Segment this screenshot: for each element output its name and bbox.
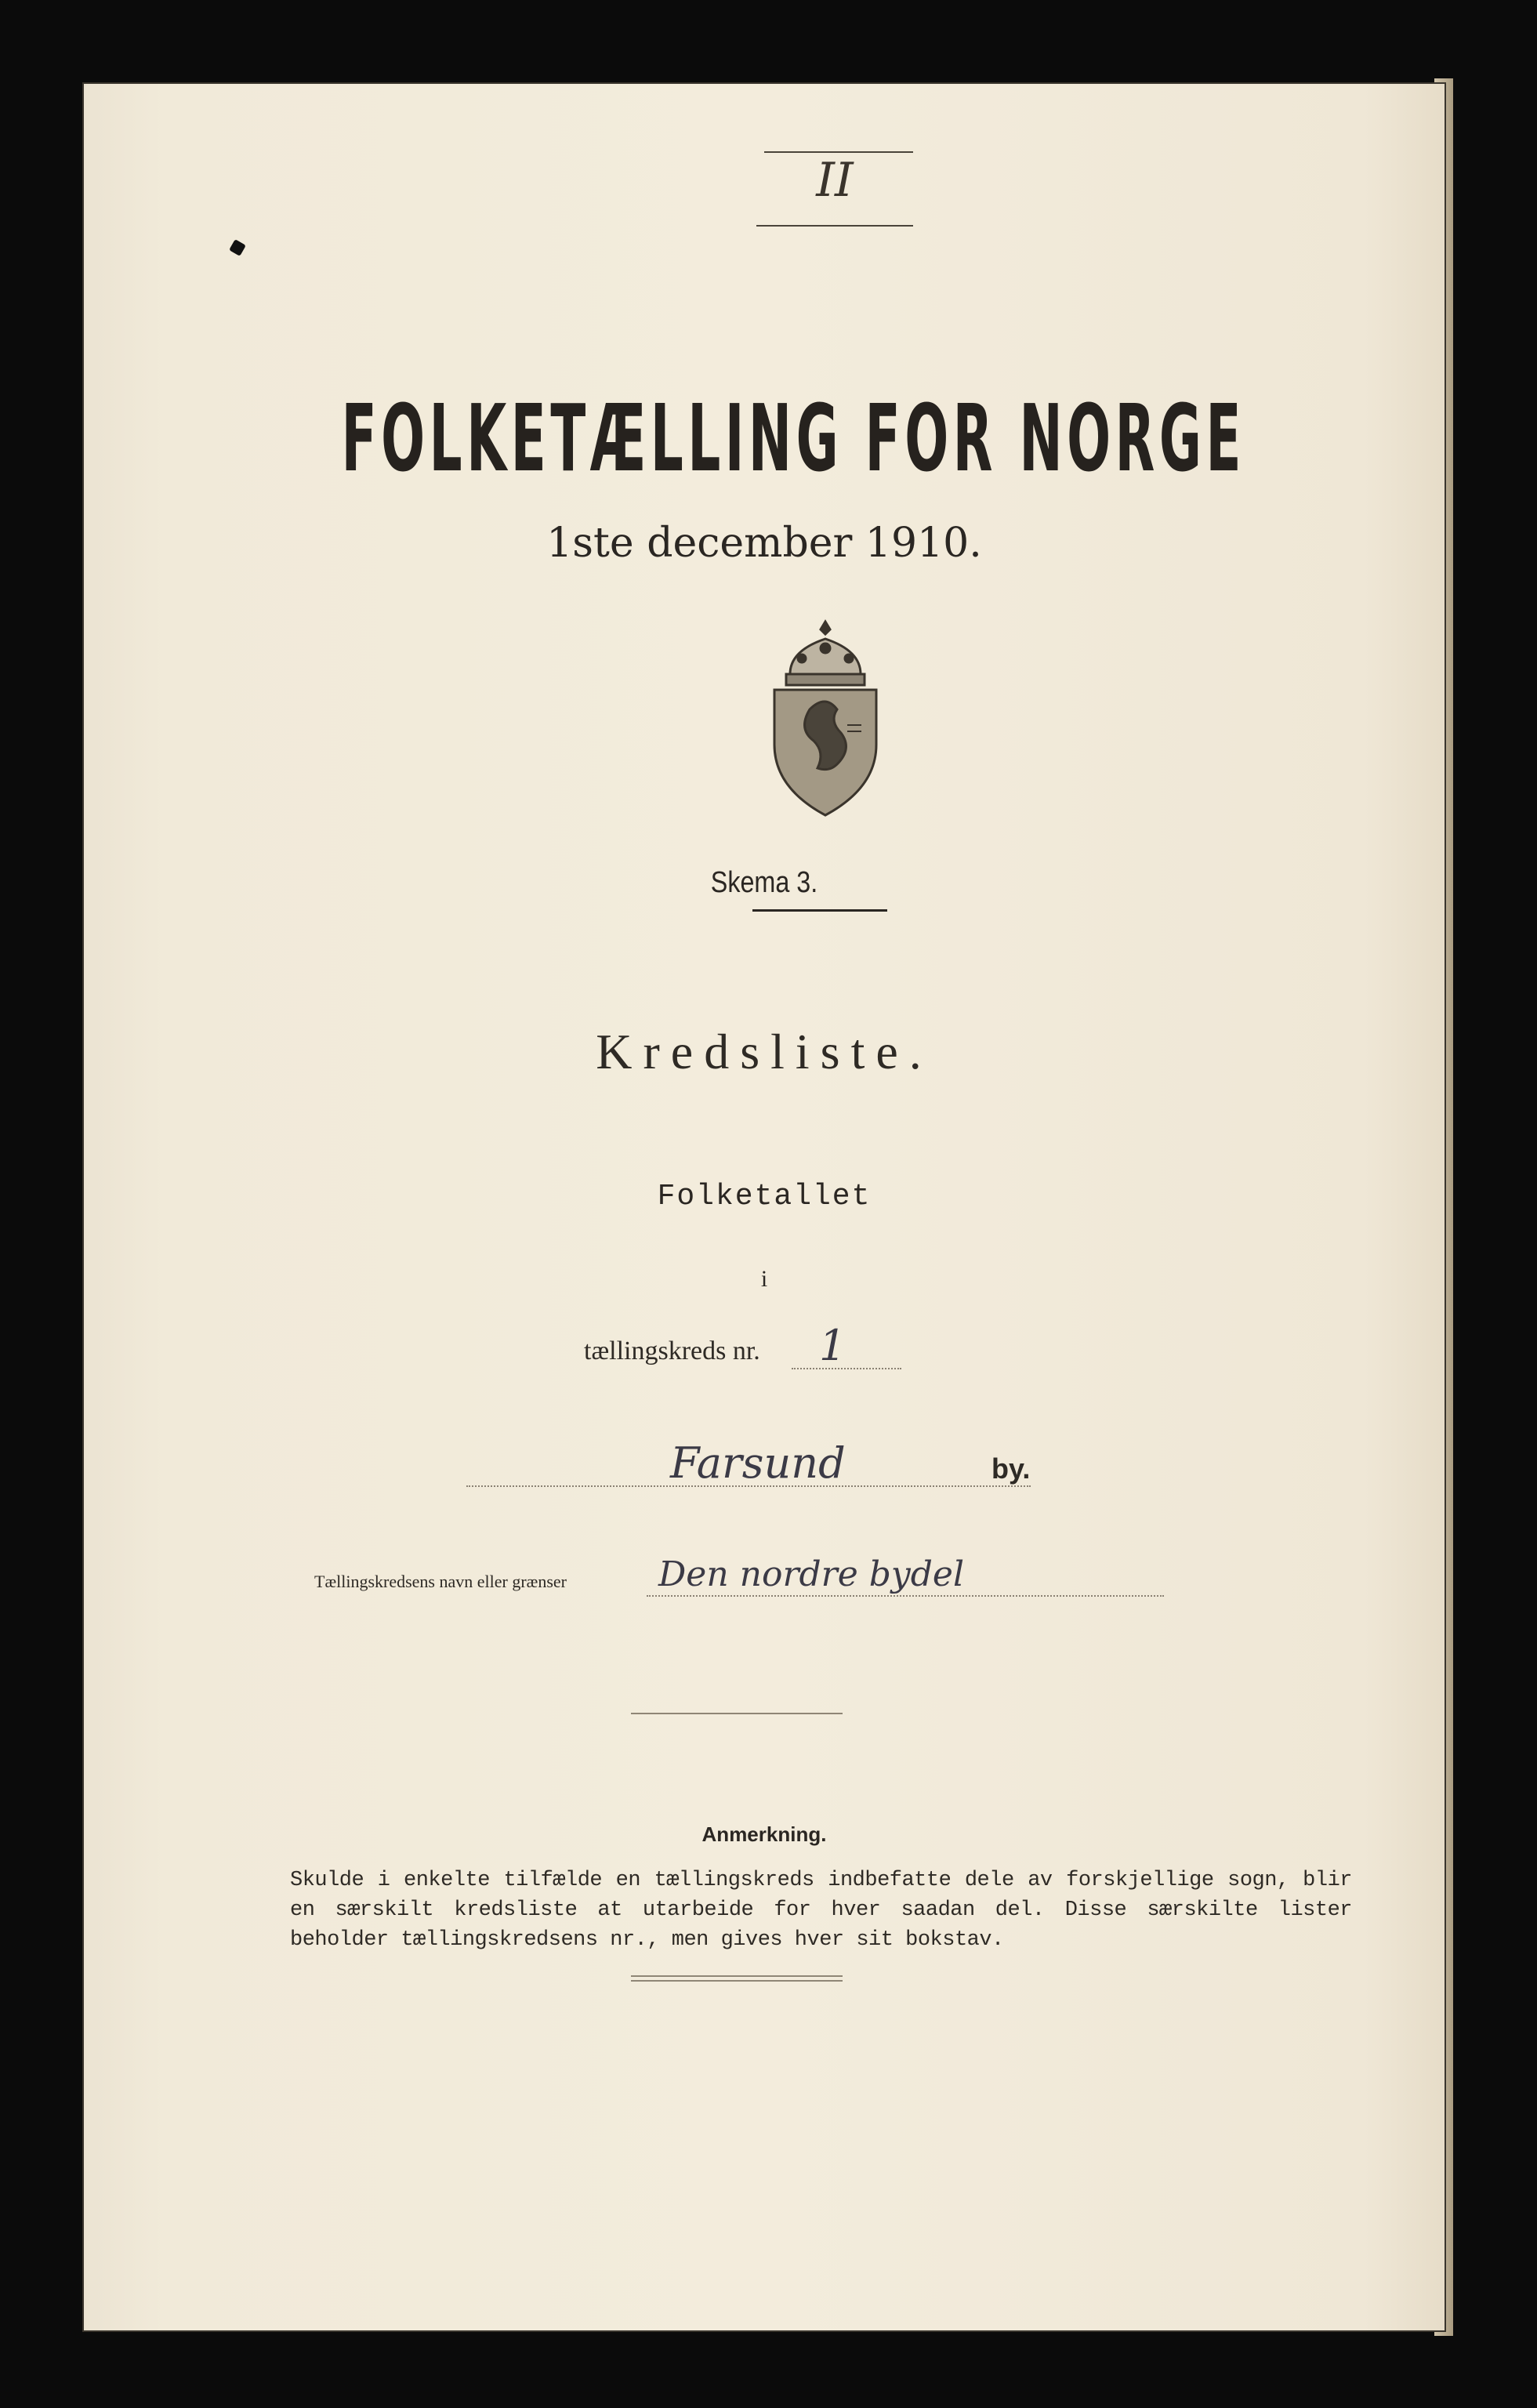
roman-numeral-underline: [756, 225, 913, 227]
kreds-number-row: [584, 1336, 760, 1366]
census-date: 1ste december 1910.: [546, 520, 982, 567]
ink-spot-mark: [229, 239, 246, 256]
folketallet-label: Folketallet: [657, 1180, 872, 1213]
kreds-number-line: [792, 1368, 901, 1369]
town-suffix: by.: [991, 1452, 1031, 1485]
preposition-label: i: [760, 1266, 768, 1292]
form-number: Skema 3.: [710, 866, 818, 899]
form-number-underline: [752, 909, 887, 912]
grenser-label: Tællingskredsens navn eller grænser: [314, 1572, 567, 1591]
roman-numeral: II: [816, 153, 854, 208]
kreds-number-label: tællingskreds nr.: [584, 1336, 760, 1365]
divider-bottom: [631, 1975, 843, 1977]
form-heading: Kredsliste.: [596, 1024, 933, 1079]
town-name-line: [466, 1485, 1031, 1487]
grenser-line: [647, 1595, 1164, 1597]
note-text: Skulde i enkelte tilfælde en tællingskreds indbefatte dele av forskjellige sogn, blir en særskilt kredsliste at utarbeide for hver saadan del. Disse særskilte lister beholder tællingskredsens nr., men gives hver sit bokstav.: [290, 1869, 1352, 1952]
norwegian-coat-of-arms-icon: [763, 615, 888, 819]
census-form-page: [82, 82, 1446, 2332]
kreds-number-value: 1: [819, 1321, 846, 1370]
page-title: FOLKETÆLLING FOR NORGE: [341, 384, 1246, 492]
grenser-value: Den nordre bydel: [658, 1554, 965, 1594]
note-title: Anmerkning.: [701, 1822, 827, 1846]
divider-bottom-second: [631, 1980, 843, 1982]
divider-top: [631, 1713, 843, 1714]
town-name-value: Farsund: [670, 1438, 846, 1488]
